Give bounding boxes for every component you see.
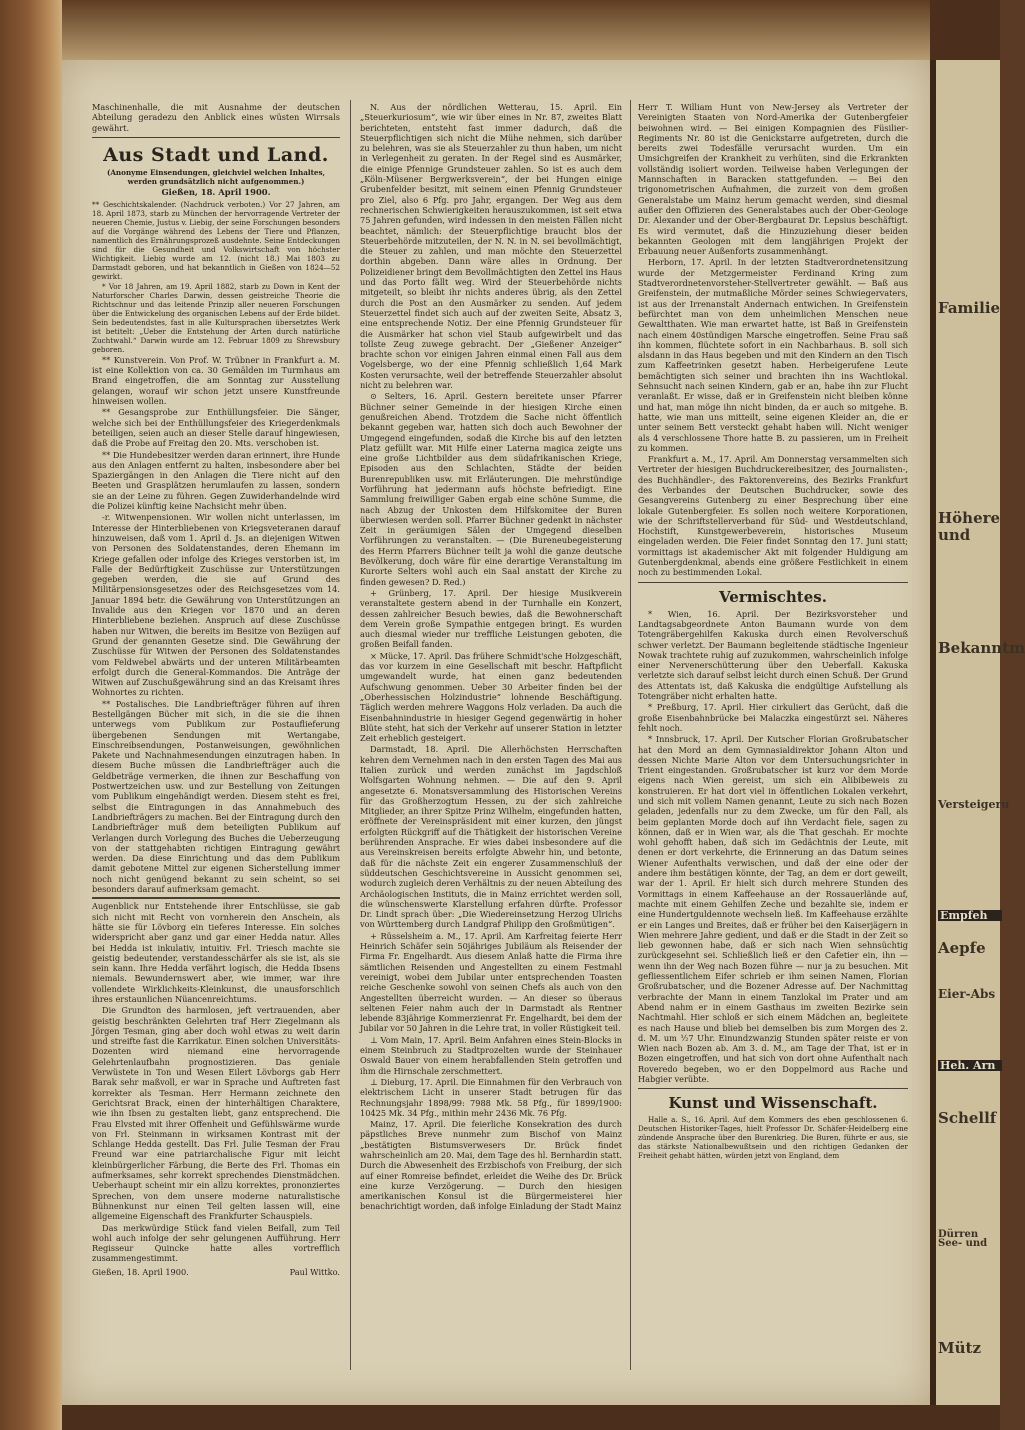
feuilleton-paragraph: Die Grundton des harmlosen, jeft vertrauenden, aber geistig beschränkten Gelehrten traf Herr Ziegelmann als Jörgen Tesman, ging aber doch wohl etwas zu weit darin und streifte fast die Karrikatur. Einen solchen Universitäts-Dozenten wird niemand eine hervorragende Gelehrtenlaufbahn prognostizieren. Das geniale Verwüstete in Ton und Wesen Eilert Lövborgs gab Herr Barak sehr maßvoll, er war in Sprache und Auftreten fast korrekter als Tesman. Herr Hermann zeichnete den Gerichtsrat Brack, einen der hinterhältigen Charaktere, wie ihn Ibsen zu gestalten liebt, ganz entsprechend. Die Frau Elvsted mit ihrer Offenheit und Gefühlswärme wurde von Frl. Steinmann in wirksamen Kontrast mit der Schlange Hedda gestellt. Das Frl. Julie Tesman der Frau Freund war eine patriarchalische Figur mit leicht kleinbürgerlicher Färbung, die Berte des Frl. Thomas ein aufmerksames, sehr korrekt sprechendes Dienstmädchen. Ueberhaupt scheint mir ein allzu korrektes, prononziertes Sprechen, von dem unsere moderne naturalistische Bühnenkunst nur einen Teil gelten lassen will, eine allgemeine Eigenschaft des Frankfurter Schauspiels. [92, 1005, 340, 1222]
feuilleton-divider [92, 897, 340, 899]
book-spine [0, 0, 62, 1430]
col1-top-text: Maschinenhalle, die mit Ausnahme der deutschen Abteilung geradezu den Anblick eines wüsten Wirrsals gewährt. [92, 102, 340, 133]
section-heading-kunst: Kunst und Wissenschaft. [668, 1094, 878, 1113]
ad-stub: Aepfe [938, 939, 986, 957]
ad-stub: Familie [938, 299, 1001, 317]
column-1 [92, 102, 340, 1277]
article-paragraph: ** Geschichtskalender. (Nachdruck verboten.) Vor 27 Jahren, am 18. April 1873, starb zu München der hervorragende Vertreter der neueren Chemie, Justus v. Liebig, der seine Forschungen besonders auf die Vorgänge während des Lebens der Tiere und Pflanzen, namentlich des Ernährungsprozeß ausdehnte. Seine Entdeckungen sind für die Gesundheit und Volkswirtschaft von höchster Wichtigkeit. Liebig wurde am 12. (nicht 18.) Mai 1803 zu Darmstadt geboren, und hat bekanntlich in Gießen von 1824—52 gewirkt. [92, 199, 340, 281]
dateline: Gießen, 18. April 1900. [161, 186, 271, 197]
article-paragraph: ** Die Hundebesitzer werden daran erinnert, ihre Hunde aus den Anlagen entfernt zu halten, insbesondere aber bei Spaziergängen in den Anlagen die Tiere nicht auf den Beeten und Grasplätzen herumlaufen zu lassen, sondern sie an der Leine zu führen. Gegen Zuwiderhandelnde wird die Polizei künftig keine Nachsicht mehr üben. [92, 449, 340, 512]
column-2 [360, 102, 622, 1213]
column-rule-1 [350, 100, 351, 1370]
signature-place: Gießen, 18. April 1900. [92, 1266, 189, 1277]
article-paragraph: × Mücke, 17. April. Das frühere Schmidt'sche Holzgeschäft, das vor kurzem in eine Gesellschaft mit beschr. Haftpflicht umgewandelt wurde, hat einen ganz bedeutenden Aufschwung genommen. Ueber 30 Arbeiter finden bei der „Oberhessischen Holzindustrie“ lohnende Beschäftigung. Täglich werden mehrere Waggons Holz verladen. Da auch die Eisenbahnindustrie in hiesiger Gegend gegenwärtig in hoher Blüte steht, hat sich der Verkehr auf unserer Station in letzter Zeit erheblich gesteigert. [360, 650, 622, 744]
article-paragraph: ** Gesangsprobe zur Enthüllungsfeier. Die Sänger, welche sich bei der Enthüllungsfeier des Kriegerdenkmals beteiligen, seien auch an dieser Stelle darauf hingewiesen, daß die Probe auf Freitag den 20. Mts. verschoben ist. [92, 407, 340, 449]
article-paragraph: ⊥ Dieburg, 17. April. Die Einnahmen für den Verbrauch von elektrischem Licht in unserer Stadt betrugen für das Rechnungsjahr 1898/99: 7988 Mk. 58 Pfg., für 1899/1900: 10425 Mk. 34 Pfg., mithin mehr 2436 Mk. 76 Pfg. [360, 1076, 622, 1118]
ad-stub: Versteigeru [938, 798, 1010, 811]
article-paragraph: Herborn, 17. April. In der letzten Stadtverordnetensitzung wurde der Metzgermeister Ferdinand Kring zum Stadtverordnetenvorsteher-Stellvertreter gewählt. — Baß aus Greifenstein, der mutmaßliche Mörder seines Schwiegervaters, ist aus der Irrenanstalt Andernach entwichen. In Greifenstein befürchtet man von dem unheimlichen Menschen neue Gewaltthaten. Wie man erwartet hatte, ist Baß in Greifenstein nach einem 40stündigen Marsche eingetroffen. Seine Frau saß ihn kommen, flüchtete sofort in ein Nachbarhaus. B. soll sich alsdann in das Haus begeben und mit den Kindern an den Tisch zum Kaffeetrinken gesetzt haben. Herbeigerufene Leute bemächtigten sich seiner und brachten ihn ins Wachtlokal. Sehnsucht nach seinen Kindern, gab er an, habe ihn zur Flucht veranlaßt. Er wisse, daß er in Greifenstein nicht bleiben könne und hat, man möge ihn nicht binden, da er auch so mitgehe. B. hatte, wie man uns mitteilt, seine eigenen Kleider an, die er unter seinem Bett versteckt gehabt haben will. Nicht weniger als 4 verschlossene Thore hatte B. zu passieren, um in Freiheit zu kommen. [638, 257, 908, 453]
signature-line [92, 1267, 340, 1277]
article-paragraph: Herr T. William Hunt von New-Jersey als Vertreter der Vereinigten Staaten von Nord-Amerika der Gutenbergfeier beiwohnen wird. — Bei einigen Kompagnien des Füsilier-Regiments Nr. 80 ist die Genickstarre aufgetreten, durch die bereits zwei Todesfälle verursacht wurden. Um ein Umsichgreifen der Krankheit zu verhüten, sind die Erkrankten vollständig isoliert worden. Teilweise haben Verlegungen der Mannschaften in Baracken stattgefunden. — Bei den trigonometrischen Aufnahmen, die zurzeit von dem großen Generalstabe um Mainz herum gemacht werden, sind diesmal außer den Offizieren des Generalstabes auch der Ober-Geologe Dr. Alexander und der Ober-Bergbaurat Dr. Lepsius beschäftigt. Es wird vermutet, daß die Hinzuziehung dieser beiden bekannten Geologen mit dem langjährigen Projekt der Erbauung neuer Außenforts zusammenhängt. [638, 102, 908, 257]
divider [638, 1088, 908, 1089]
ad-stub: Höhere und [938, 509, 1001, 544]
page-gutter [930, 60, 936, 1405]
article-paragraph: + Rüsselsheim a. M., 17. April. Am Karfreitag feierte Herr Heinrich Schäfer sein 50jähriges Jubiläum als Reisender der Firma Fr. Engelhardt. Aus diesem Anlaß hatte die Firma ihre sämtlichen Reisenden und Angestellten zu einem Festmahl vereinigt, wobei dem Jubilar unter entsprechenden Toasten reiche Geschenke sowohl von seinen Chefs als auch von den Angestellten überreicht wurden. — An dieser so überaus seltenen Feier nahm auch der in Darmstadt als Rentner lebende 83jährige Kommerzienrat Fr. Engelhardt, bei dem der Jubilar vor 50 Jahren in die Lehre trat, in voller Rüstigkeit teil. [360, 930, 622, 1034]
article-paragraph: ** Postalisches. Die Landbriefträger führen auf ihren Bestellgängen Bücher mit sich, in die sie die ihnen unterwegs vom Publikum zur Postauflieferung übergebenen Sendungen mit Wertangabe, Einschreibsendungen, Postanweisungen, gewöhnlichen Pakete und Nachnahmesendungen einzutragen haben. In diesem Buche müssen die Landbriefträger auch die Geldbeträge vermerken, die ihnen zur Beschaffung von Postwertzeichen usw. und zur Bestellung von Zeitungen vom Publikum eingehändigt werden. Diesem steht es frei, selbst die Eintragungen in das Annahmebuch des Landbriefträgers zu machen. Bei der Eintragung durch den Landbriefträger muß dem beteiligten Publikum auf Verlangen durch Vorlegung des Buches die Ueberzeugung von der stattgehabten richtigen Eintragung gewährt werden. Da diese Einrichtung und das dem Publikum damit gebotene Mittel zur eigenen Sicherstellung immer noch nicht genügend bekannt zu sein scheint, so sei besonders darauf aufmerksam gemacht. [92, 698, 340, 895]
feuilleton-paragraph: Augenblick nur Entstehende ihrer Entschlüsse, sie gab sich nicht mit Recht von vornherein den Anschein, als hätte sie für Lövborg ein tieferes Interesse. Ein solches widerspricht aber ganz und gar einer Hedda natur. Alles bei Hedda ist inkulativ, intuitiv. Frl. Triesch machte sie geistig bedeutender, verstandesschärfer als sie ist, als sie sein kann. Ihre Hedda verfährt logisch, die Hedda Ibsens niemals. Bewundernswert aber, wie immer, war ihre vollendete Wirklichkeits-Kleinkunst, die unausforschlich ihres erstaunlichen Nüancenreichtums. [92, 901, 340, 1004]
column-3 [638, 102, 908, 1161]
ad-stub: Bekanntm [938, 639, 1025, 657]
article-paragraph: ⊥ Vom Main, 17. April. Beim Anfahren eines Stein-Blocks in einem Steinbruch zu Stadtprozelten wurde der Steinhauer Oswald Bauer von einem herabfallenden Stein getroffen und ihm die Hirnschale zerschmettert. [360, 1034, 622, 1076]
article-paragraph: ** Kunstverein. Von Prof. W. Trübner in Frankfurt a. M. ist eine Kollektion von ca. 30 Gemälden im Turmhaus am Brand eingetroffen, die am Sonntag zur Ausstellung gelangen, worauf wir schon jetzt unsere Kunstfreunde hinweisen wollen. [92, 354, 340, 407]
article-paragraph: -r. Witwenpensionen. Wir wollen nicht unterlassen, im Interesse der Hinterbliebenen von Kriegsveteranen darauf hinzuweisen, daß vom 1. April d. Js. an diejenigen Witwen von Personen des Soldatenstandes, deren Ehemann im Kriege gefallen oder infolge des Krieges verstorben ist, im Falle der Bedürftigkeit Zuschüsse zur Unterstützungen gegeben werden, die sie auf Grund des Militärpensionsgesetzes oder des Reichsgesetzes vom 14. Januar 1894 betr. die Gewährung von Unterstützungen an Invalide aus den Kriegen vor 1870 und an deren Hinterbliebene beziehen. Anspruch auf diese Zuschüsse haben nur Witwen, die bereits im Besitze von Bezügen auf Grund der genannten Gesetze sind. Die Gewährung der Zuschüsse für Witwen der Personen des Soldatenstandes vom Feldwebel abwärts und der unteren Militärbeamten erfolgt durch die General-Kommandos. Die Anträge der Witwen auf Zuschußgewährung sind an das Kreisamt ihres Wohnortes zu richten. [92, 512, 340, 698]
adjacent-page-strip [930, 60, 1025, 1405]
article-paragraph: Frankfurt a. M., 17. April. Am Donnerstag versammelten sich Vertreter der hiesigen Buchdruckereibesitzer, des Journalisten-, des Buchhändler-, des Faktorenvereins, des Bezirks Frankfurt des Verbandes der Deutschen Buchdrucker, sowie des Gesangvereins Gutenberg zu einer Besprechung über eine lokale Gutenbergfeier. Es sollen noch weitere Korporationen, wie der Schriftstellerverband für Süd- und Westdeutschland, Hochstift, Kunstgewerbeverein, historisches Museum eingeladen werden. Die Feier findet Sonntag den 17. Juni statt; vormittags ist akademischer Akt mit folgender Huldigung am Gutenbergdenkmal, abends eine größere Festlichkeit in einem noch zu bestimmenden Lokal. [638, 454, 908, 578]
ad-stub: Eier-Abs [938, 987, 996, 1001]
article-paragraph: + Grünberg, 17. April. Der hiesige Musikverein veranstaltete gestern abend in der Turnhalle ein Konzert, dessen zahlreicher Besuch bewies, daß die Bewohnerschaft dem Verein große Sympathie entgegen bringt. Es wurden auch diesmal wieder nur treffliche Leistungen geboten, die großen Beifall fanden. [360, 587, 622, 650]
feuilleton-paragraph: Das merkwürdige Stück fand vielen Beifall, zum Teil wohl auch infolge der sehr gelungenen Aufführung. Herr Regisseur Quincke hatte alles vortrefflich zusammengestimmt. [92, 1222, 340, 1264]
ad-stub: Dürren See- und [938, 1229, 988, 1249]
article-paragraph: * Vor 18 Jahren, am 19. April 1882, starb zu Down in Kent der Naturforscher Charles Darwin, dessen geistreiche Theorie die Richtschnur und das leitende Prinzip aller neueren Forschungen über die Entwickelung des organischen Lebens auf der Erde bildet. Sein bedeutendstes, fast in alle Kultursprachen übersetztes Werk ist betitelt: „Ueber die Entstehung der Arten durch natürliche Zuchtwahl.“ Darwin wurde am 12. Februar 1809 zu Shrewsbury geboren. [92, 281, 340, 354]
article-paragraph: * Preßburg, 17. April. Hier cirkuliert das Gerücht, daß die große Eisenbahnbrücke bei Malaczka eingestürzt sei. Näheres fehlt noch. [638, 702, 908, 733]
divider [638, 582, 908, 583]
ad-stub: Schellf [938, 1109, 997, 1127]
ad-stub: Heh. Arn [938, 1060, 1002, 1071]
newspaper-page [62, 60, 930, 1405]
article-paragraph: * Innsbruck, 17. April. Der Kutscher Florian Großrubatscher hat den Mord an dem Gymnasialdirektor Johann Alton und dessen Nichte Marie Alton vor dem Untersuchungsrichter in Trient eingestanden. Großrubatscher ist kurz vor dem Morde eigens nach Wien gereist, um sich ein Alibibeweis zu konstruieren. Er hat dort viel in öffentlichen Lokalen verkehrt, und sich mit vollem Namen genannt, Leute zu sich nach Bozen geladen, jedenfalls nur zu dem Zwecke, um für den Fall, als beim geplanten Morde doch auf ihn Verdacht fiele, sagen zu können, daß er in Wien war, als die That geschah. Er mochte wohl gehofft haben, daß sich im Gedächtnis der Leute, mit denen er dort verkehrte, die Erinnerung an das Datum seines Wiener Aufenthalts verwischen, und daß der eine oder der andere ihm bestätigen könnte, der Tag, an dem er dort geweilt, war der 1. April. Er hielt sich durch mehrere Stunden des Vormittags in einem Kaffeehause an der Rossauerlände auf, machte mit einem Gehilfen Zeche und bezahlte sie, indem er eine Hundertguldennote wechseln ließ. Im Kaffeehause erzählte er ein Langes und Breites, daß er früher bei den Kaiserjägern in Wien mehrere Jahre gedient, und daß er die Stadt in der Zeit so lieb gewonnen habe, daß er sich nach Wien sehnsüchtig zurückgesehnt sei. Schließlich ließ er den Cafetier ein, ihn — wenn ihn der Weg nach Bozen führe — nur ja zu besuchen. Mit gefliessentlichem Eifer schrieb er ihm seinen Namen, Florian Großrubatscher, und die Bozener Adresse auf. Der Nachmittag verbrachte der Mann in einem Tanzlokal im Prater und am Abend nahm er in einem Gasthaus im zweiten Bezirke sein Nachtmahl. Hier schloß er sich einem Mädchen an, begleitete es nach Hause und blieb bei demselben bis zum Morgen des 2. d. M. um ½7 Uhr. Einundzwanzig Stunden später reiste er von Wien nach Bozen ab. Am 3. d. M., am Tage der That, ist er in Bozen eingetroffen, und hat sich von dort ohne Aufenthalt nach Roveredo begeben, wo er den Doppelmord aus Rache und Habgier verübte. [638, 734, 908, 1085]
section-subheading: (Anonyme Einsendungen, gleichviel welchen Inhaltes, werden grundsätzlich nicht aufgenommen.) [106, 167, 326, 186]
divider [92, 137, 340, 138]
page-top-shadow [62, 0, 930, 60]
section-heading-misc: Vermischtes. [719, 587, 827, 606]
column-rule-2 [630, 100, 631, 1370]
article-paragraph: N. Aus der nördlichen Wetterau, 15. April. Ein „Steuerkuriosum“, wie wir über eines in Nr. 87, zweites Blatt berichteten, entsteht fast immer dadurch, daß die Steuerpflichtigen sich nicht die Mühe nehmen, sich darüber zu belehren, was sie als Steuerzahler zu thun haben, um nicht in Verlegenheit zu geraten. In der Regel sind es Ausmärker, die einige Pfennige Grundsteuer zahlen. So ist es auch dem „Köln-Müsener Bergwerksverein“, der bei Hungen einige Grubenfelder besitzt, mit seinem einen Pfennig Grundsteuer pro Ziel, also 6 Pfg. pro Jahr, ergangen. Der Weg aus dem rechnerischen Schwierigkeiten herauszukommen, ist seit etwa 75 Jahren gefunden, wird indessen in den meisten Fällen nicht beachtet, nämlich: der Steuerpflichtige braucht blos der Steuerbehörde mitzuteilen, der N. N. in N. sei bevollmächtigt, die Steuer zu zahlen, und man möchte den Steuerzettel dorthin abgeben. Dann wäre alles in Ordnung. Der Polizeidiener bringt dem Bevollmächtigten den Zettel ins Haus und das Porto fällt weg. Wird der Steuerbehörde nichts mitgeteilt, so bleibt ihr nichts anderes übrig, als den Zettel durch die Post an den Ausmärker zu senden. Auf jedem Steuerzettel findet sich auch auf der zweiten Seite, Absatz 3, eine entsprechende Notiz. Der eine Pfennig Grundsteuer für die Ausmärker hat schon viel Staub aufgewirbelt und das tollste Zeug zuwege gebracht. Der „Gießener Anzeiger“ brachte schon vor einigen Jahren einmal einen Fall aus dem Vogelsberge, wo der eine Pfennig schließlich 1,64 Mark Kosten verursachte, weil der betreffende Steuerzahler absolut nicht zu belehren war. [360, 102, 622, 391]
signature-name: Paul Wittko. [289, 1266, 340, 1277]
article-paragraph: ⊙ Selters, 16. April. Gestern bereitete unser Pfarrer Büchner seiner Gemeinde in der hiesigen Kirche einen genußreichen Abend. Trotzdem die Sache nicht öffentlich bekannt gegeben war, hatten sich doch auch Bewohner der Umgegend eingefunden, sodaß die Kirche bis auf den letzten Platz gefüllt war. Mit Hilfe einer Laterna magica zeigte uns eine große Lichtbilder aus dem südafrikanischen Kriege, Episoden aus den Schlachten, Städte der beiden Burenrepubliken usw. mit Erläuterungen. Die mehrstündige Vorführung hat jedermann aufs höchste befriedigt. Eine Sammlung freiwilliger Gaben ergab eine schöne Summe, die nach Abzug der Unkosten dem Hilfskomitee der Buren überwiesen werden soll. Pfarrer Büchner gedenkt in nächster Zeit in geräumigen Sälen der Umgegend dieselben Vorführungen zu veranstalten. — (Die Bureneubegeisterung des Herrn Pfarrers Büchner teilt ja wohl die ganze deutsche Bevölkerung, doch wäre für eine derartige Veranstaltung im Kurorte Selters wohl auch ein Saal anstatt der Kirche zu finden gewesen? D. Red.) [360, 391, 622, 587]
article-paragraph: * Wien, 16. April. Der Bezirksvorsteher und Landtagsabgeordnete Anton Baumann wurde von dem Totengräbergehilfen Kakuska durch einen Revolverschuß schwer verletzt. Der Baumann begleitende städtische Ingenieur Nowak trachtete ruhig auf zuzukommen, wahrscheinlich infolge einer Nervenerschütterung über den Ueberfall. Kakuska verletzte sich darauf selbst leicht durch einen Schuß. Der Grund des Attentats ist, daß Kakuska die endgültige Aufstellung als Totengräber nicht erhalten hatte. [638, 608, 908, 702]
article-paragraph: Mainz, 17. April. Die feierliche Konsekration des durch päpstliches Breve nunmehr zum Bischof von Mainz „bestätigten Bistumsverwesers Dr. Brück findet wahrscheinlich am 20. Mai, dem Tage des hl. Bernhardin statt. Durch die Abwesenheit des Erzbischofs von Freiburg, der sich auf einer Romreise befindet, erleidet die Weihe des Dr. Brück eine kurze Verzögerung. — Durch den hiesigen amerikanischen Konsul ist die Bürgermeisterei hier benachrichtigt worden, daß infolge Einladung der Stadt Mainz [360, 1119, 622, 1212]
ad-stub: Empfeh [938, 910, 1002, 921]
section-heading-local: Aus Stadt und Land. [103, 143, 329, 166]
ad-stub: Mütz [938, 1339, 981, 1357]
article-paragraph: Halle a. S., 16. April. Auf dem Kommers des eben geschlossenen 6. Deutschen Historiker-Tages, hielt Professor Dr. Schäfer-Heidelberg eine zündende Ansprache über den Burenkrieg. Die Buren, führte er aus, sie das stärkste Nationalbewußtsein und den richtigen Gedanken der Freiheit gehabt hätten, würden jetzt von England, dem [638, 1115, 908, 1161]
article-paragraph: Darmstadt, 18. April. Die Allerhöchsten Herrschaften kehren dem Vernehmen nach in den ersten Tagen des Mai aus Italien zurück und werden zunächst im Jagdschloß Wolfsgarten Wohnung nehmen. — Die auf den 9. April angesetzte 6. Monatsversammlung des Historischen Vereins für das Großherzogtum Hessen, zu der sich zahlreiche Mitglieder, an ihrer Spitze Prinz Wilhelm, eingefunden hatten, eröffnete der Vereinspräsident mit einer kurzen, den jüngst erfolgten Rückgriff auf die Thätigkeit der historischen Vereine berührenden Ansprache. Er wies dabei insbesondere auf die aus Vereinskreisen bereits erfolgte Abwehr hin, und betonte, daß für die nächste Zeit ein engerer Zusammenschluß der süddeutschen Geschichtsvereine in Aussicht genommen sei, wodurch zugleich deren Verhältnis zu der neuen Abteilung des Archäologischen Instituts, die in Mainz errichtet werden soll, die wünschenswerte Klarstellung erfahren dürfte. Professor Dr. Lindt sprach über: „Die Wiedereinsetzung Herzog Ulrichs von Württemberg durch Landgraf Philipp den Großmütigen“. [360, 744, 622, 930]
